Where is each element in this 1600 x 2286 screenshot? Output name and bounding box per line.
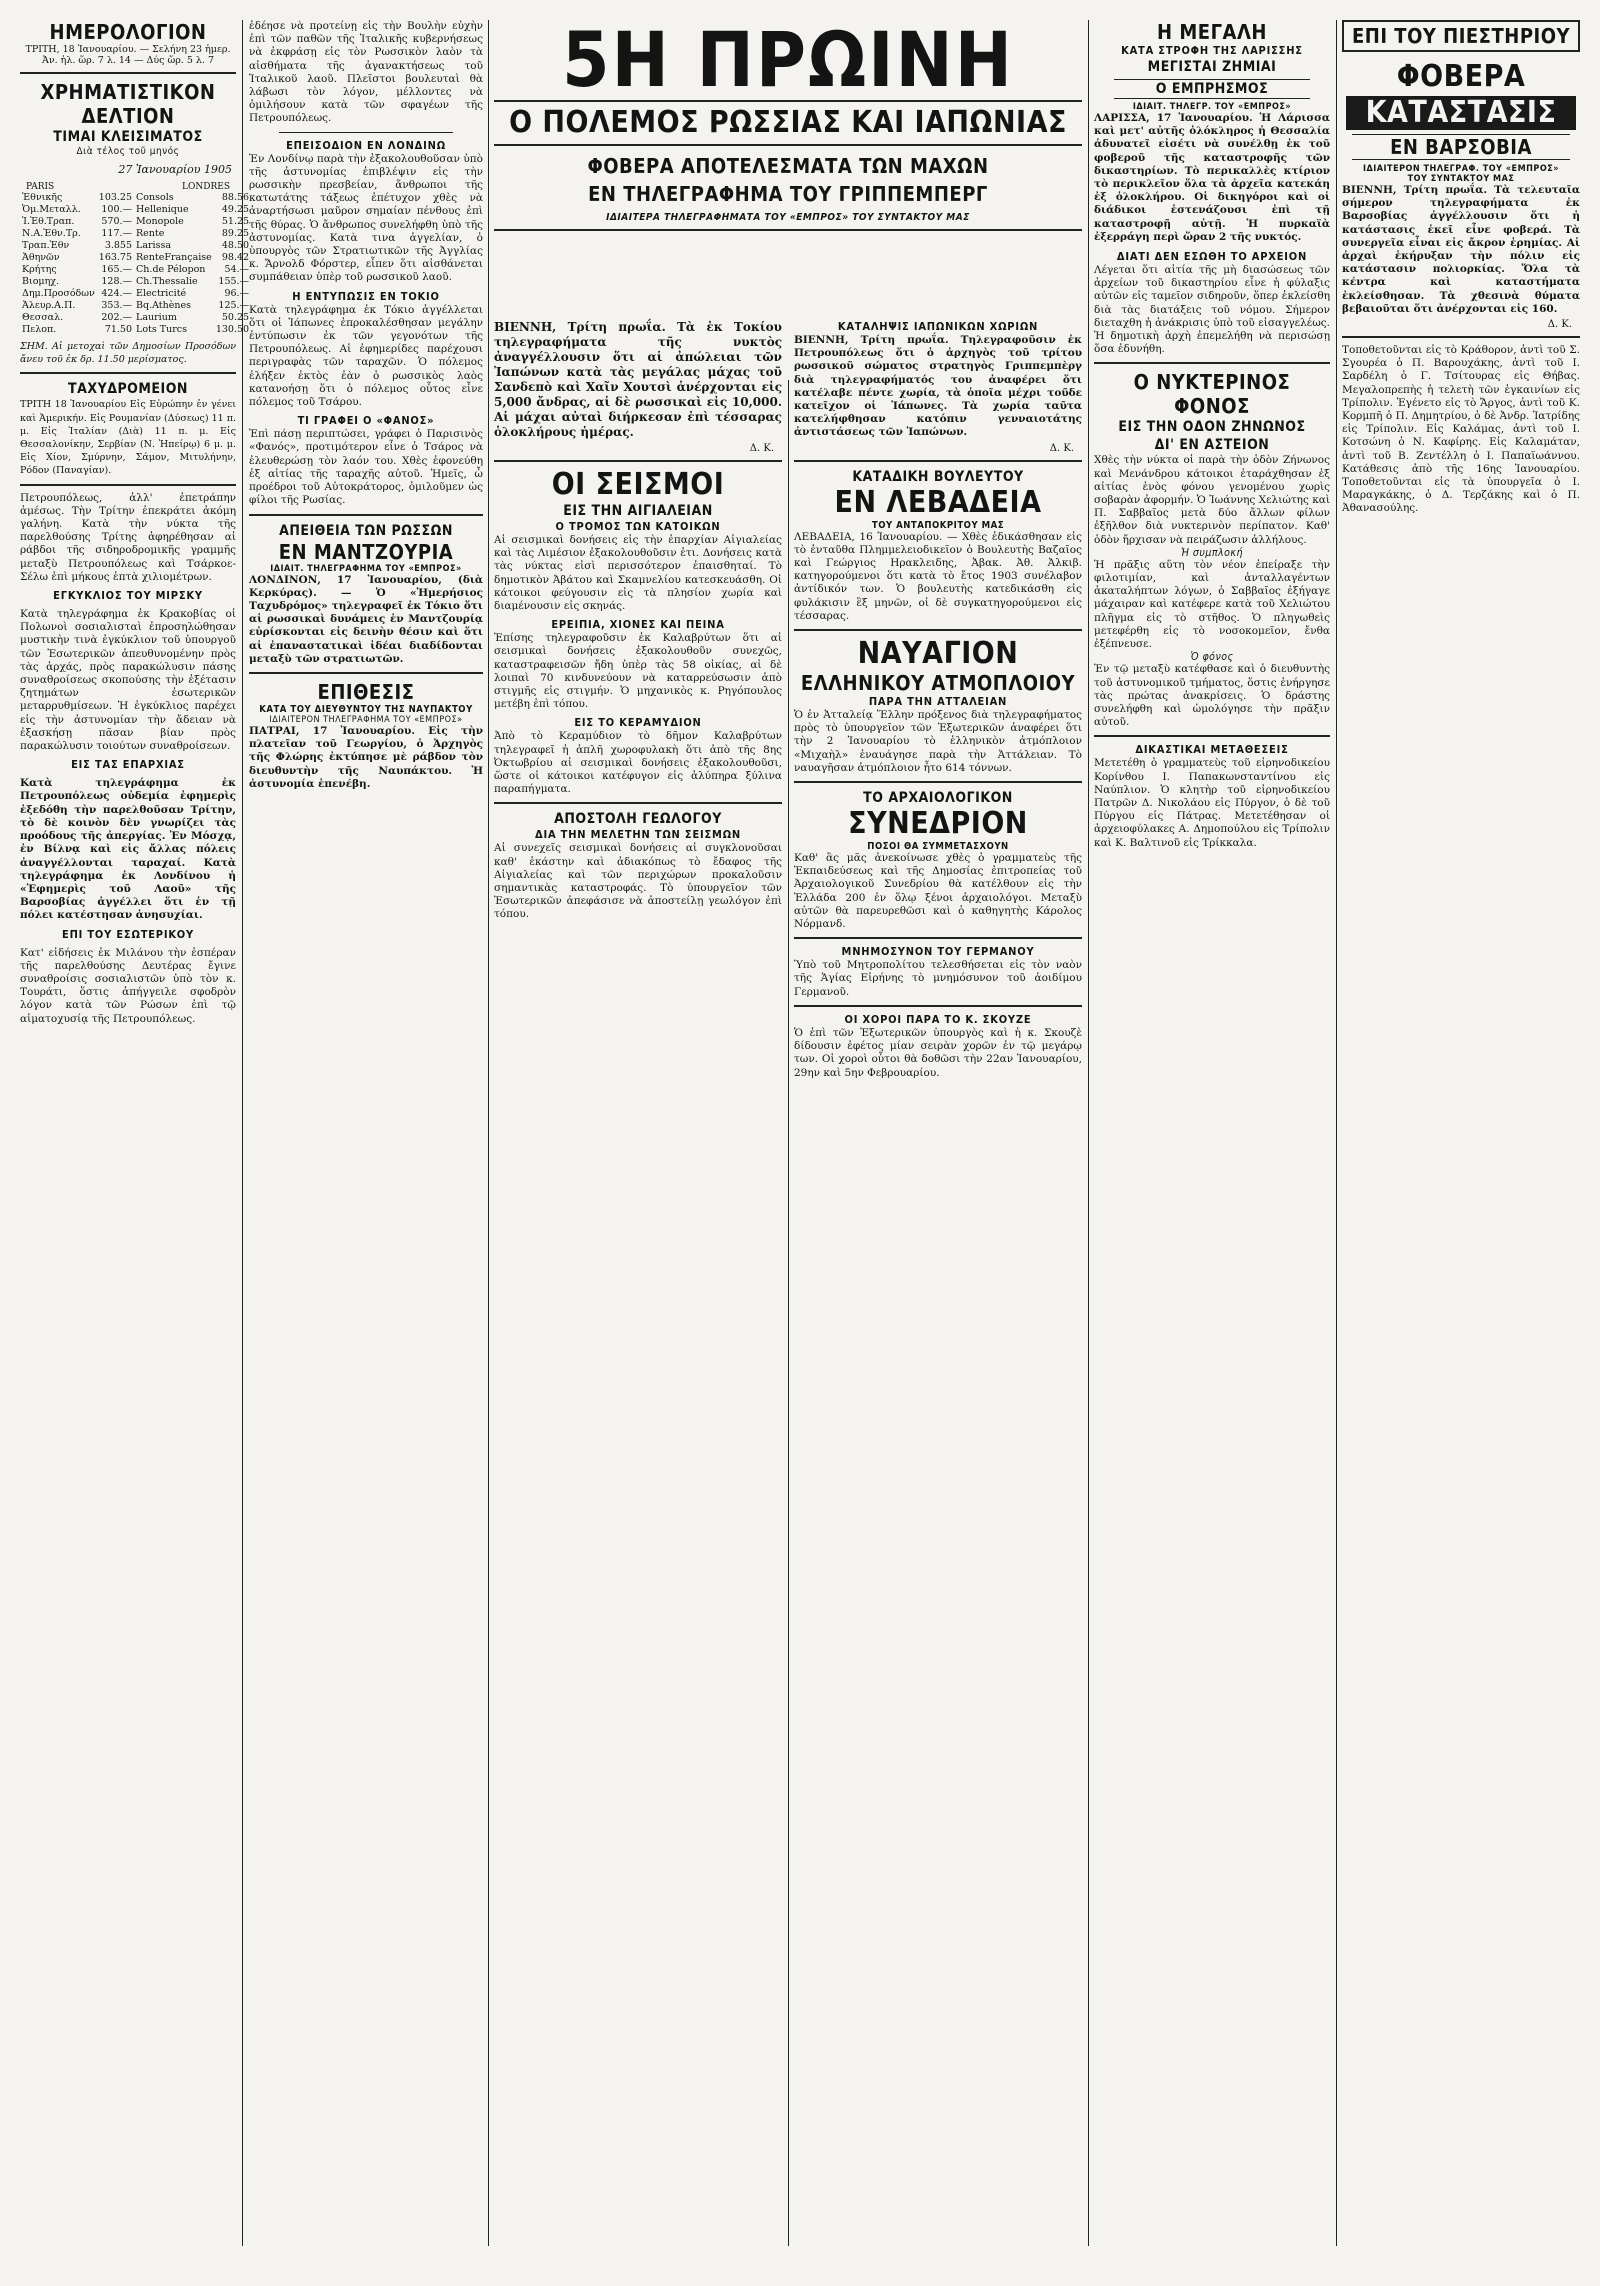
article-heading: ΔΙΑΤΙ ΔΕΝ ΕΣΩΘΗ ΤΟ ΑΡΧΕΙΟΝ [1116, 250, 1308, 264]
quote-price: 570.— [101, 216, 133, 227]
column-two [249, 20, 483, 2246]
article-heading: ΕΙΣ ΤΑΣ ΕΠΑΡΧΙΑΣ [71, 758, 185, 772]
quote-name: Electricité [136, 288, 187, 299]
article-text: Κατὰ τηλεγράφημα ἐκ Κρακοβίας οἱ Πολωνοὶ σοσιαλισταὶ ἐπροσηλώθησαν μυστικὴν τινὰ ἐγκύκλιον τοῦ ὑπουργοῦ τῶν Ἐσωτερικῶν ἀπευθυνομένην πρὸς τὰς ἀρχάς, πρὸς παρακώλυσιν πάσης συναθροίσεως σκοπούσης τὴν ἐξέτασιν ζητημάτων ἐσωτερικῶν μεταρρυθμίσεων. Ἡ ἐγκύκλιος παρέχει εἰς τὴν ἀστυνομίαν τὴν ἄδειαν νὰ ἐξασκήσῃ πᾶσαν βίαν πρὸς παρακώλυσιν τοιούτων συναθροίσεων. [20, 608, 236, 753]
article-heading: ΚΑΤΑΣΤΑΣΙΣ [1346, 96, 1576, 130]
quote-price: 130.50 [215, 324, 250, 335]
article-heading: ΤΙ ΓΡΑΦΕΙ Ο «ΦΑΝΟΣ» [297, 414, 435, 428]
article-heading: ΚΑΤΑΔΙΚΗ ΒΟΥΛΕΥΤΟΥ [852, 468, 1024, 485]
main-subheadline: ΕΝ ΤΗΛΕΓΡΑΦΗΜΑ ΤΟΥ ΓΡΙΠΠΕΜΠΕΡΓ [588, 182, 988, 206]
column-five [1094, 20, 1330, 2246]
article-heading: Ο ΝΥΚΤΕΡΙΝΟΣ ΦΟΝΟΣ [1133, 370, 1291, 419]
markets-note: Διὰ τέλος τοῦ μηνός [76, 146, 180, 157]
quote-name: Laurium [136, 312, 177, 323]
article-heading: Ο ΕΜΠΡΗΣΜΟΣ [1114, 79, 1310, 99]
article-subheading: ΠΟΣΟΙ ΘΑ ΣΥΜΜΕΤΑΣΧΟΥΝ [867, 841, 1009, 853]
quote-row [20, 228, 251, 240]
article-heading: ΑΠΟΣΤΟΛΗ ΓΕΩΛΟΓΟΥ [554, 811, 722, 828]
quote-price: 96.— [224, 288, 250, 299]
article-subheading: ΚΑΤΑ ΤΟΥ ΔΙΕΥΘΥΝΤΟΥ ΤΗΣ ΝΑΥΠΑΚΤΟΥ [259, 703, 473, 715]
quote-name: Ν.Α.Ἐθν.Τρ. [22, 228, 81, 239]
article-text: Κατὰ τηλεγράφημα ἐκ Τόκιο ἀγγέλλεται ὅτι οἱ Ἰάπωνες ἐπροκαλέσθησαν μεγάλην ἐντύπωσιν ἐκ τῶν γεγονότων τῆς Πετρουπόλεως. Αἱ ἐφημερίδες παρέχουσι περιγραφὰς τῶν ταραχῶν. Ὁ πόλεμος ἐλήξεν ἐκτὸς ἐὰν ὁ ρωσσικὸς λαὸς κατανοήσῃ ὅτι ὁ πόλεμος οὗτος εἶνε πόλεμος τοῦ Τσάρου. [249, 303, 483, 409]
quote-row [20, 204, 251, 216]
article-heading: ΑΠΕΙΘΕΙΑ ΤΩΝ ΡΩΣΣΩΝ [279, 522, 453, 539]
column-three [494, 320, 782, 2246]
quote-row [20, 252, 251, 264]
quote-price: 89.25 [221, 228, 250, 239]
article-heading: ΣΥΝΕΔΡΙΟΝ [848, 806, 1028, 842]
quote-name: Consols [136, 192, 174, 203]
article-heading: ΕΡΕΙΠΙΑ, ΧΙΟΝΕΣ ΚΑΙ ΠΕΙΝΑ [551, 618, 725, 632]
article-heading: ΕΝ ΒΑΡΣΟΒΙΑ [1352, 134, 1570, 160]
quotes-table [20, 192, 251, 336]
quote-name: Θεσσαλ. [22, 312, 64, 323]
quote-name: Τραπ.Ἐθν [22, 240, 70, 251]
quote-row [20, 264, 251, 276]
article-text: ΒΙΕΝΝΗ, Τρίτη πρωΐα. Τὰ τελευταῖα σήμερον τηλεγραφήματα ἐκ Βαρσοβίας ἀγγέλλουσιν ὅτι ἡ κατάστασις ἐκεῖ εἶνε φοβερά. Τὰ συνεργεῖα εἶναι εἰς ἄκρον ἐρημίας. Αἱ ἀρχαὶ ἐκήρυξαν τὴν πόλιν εἰς κατάστασιν πολιορκίας. Ὅλα τὰ κέντρα καὶ καταστήματα ἐκλείσθησαν. Τὰ χθεσινὰ θύματα βεβαιοῦται ὅτι ἀνέρχονται εἰς 160. [1342, 184, 1580, 315]
article-heading: Η ΕΝΤΥΠΩΣΙΣ ΕΝ ΤΟΚΙΟ [292, 289, 440, 303]
article-text: ΛΟΝΔΙΝΟΝ, 17 Ἰανουαρίου, (διὰ Κερκύρας). — Ὁ «Ἡμερήσιος Ταχυδρόμος» τηλεγραφεῖ ἐκ Τόκιο ὅτι αἱ ρωσσικαὶ δυνάμεις ἐν Μαντζουρίᾳ εὑρίσκονται εἰς δεινὴν θέσιν καὶ ὅτι αἱ ἐπαναστατικαὶ ἰδέαι διαδίδονται μεταξὺ τῶν στρατιωτῶν. [249, 573, 483, 665]
quote-price: 98.42 [221, 252, 250, 263]
article-heading: Η ΜΕΓΑΛΗ [1157, 20, 1267, 44]
quote-name: Ch.Thessalie [136, 276, 198, 287]
article-text: Ἡ πρᾶξις αὕτη τὸν νέον ἐπείραξε τὴν φιλοτιμίαν, καὶ ἀνταλλαγέντων ἀκαταλήπτων λόγων, ὁ Σαββαῖος ἐξήγαγε μάχαιραν καὶ κατέφερε κατὰ τοῦ Χελιώτου πλῆγμα εἰς τὸ στῆθος. Ὁ πληγωθεὶς μετεφέρθη εἰς τὸ νοσοκομεῖον, ἔνθα ἐξέπνευσε. [1094, 558, 1330, 651]
calendar-line: ΤΡΙΤΗ, 18 Ἰανουαρίου. — Σελήνη 23 ἡμερ. Ἀν. ἡλ. ὥρ. 7 λ. 14 — Δύς ὥρ. 5 λ. 7 [25, 44, 231, 66]
article-heading: ΕΙΣ ΤΗΝ ΑΙΓΙΑΛΕΙΑΝ [563, 503, 713, 519]
quote-name: Ch.de Pélopon [136, 264, 206, 275]
article-subheading: ΙΔΙΑΙΤΕΡΟΝ ΤΗΛΕΓΡΑΦΗΜΑ ΤΟΥ «ΕΜΠΡΟΣ» [269, 714, 463, 725]
quote-price: 353.— [101, 300, 133, 311]
column-calendar [20, 20, 250, 2246]
article-text: Ἐν τῷ μεταξὺ κατέφθασε καὶ ὁ διευθυντὴς τοῦ ἀστυνομικοῦ τμήματος, ὅστις ἐνήργησε τὰς πρώτας ἀνακρίσεις. Ὁ δράστης συνελήφθη καὶ ὡμολόγησε τὴν πρᾶξιν αὐτοῦ. [1094, 663, 1330, 729]
quote-row [20, 312, 251, 324]
article-subheading: Ἡ συμπλοκή [1181, 546, 1243, 559]
article-subheading: ΙΔΙΑΙΤΕΡΟΝ ΤΗΛΕΓΡΑΦ. ΤΟΥ «ΕΜΠΡΟΣ» [1362, 164, 1560, 174]
paris-label: PARIS [26, 182, 55, 192]
quote-price: 51.25 [221, 216, 250, 227]
quote-row [20, 288, 251, 300]
article-heading: ΔΙ' ΕΝ ΑΣΤΕΙΟΝ [1154, 437, 1270, 454]
quote-name: Larissa [136, 240, 171, 251]
quote-name: Πελοπ. [22, 324, 57, 335]
article-text: Ὁ ἐπὶ τῶν Ἐξωτερικῶν ὑπουργὸς καὶ ἡ κ. Σκουζὲ δίδουσιν ἐφέτος μίαν σειρὰν χορῶν ἐν τῷ μεγάρῳ των. Οἱ χοροὶ οὗτοι θὰ δοθῶσι τὴν 22αν Ἰανουαρίου, 29ην καὶ 5ην Φεβρουαρίου. [794, 1026, 1082, 1079]
quote-price: 165.— [101, 264, 133, 275]
article-text: ΛΑΡΙΣΣΑ, 17 Ἰανουαρίου. Ἡ Λάρισσα καὶ μετ' αὐτῆς ὁλόκληρος ἡ Θεσσαλία ἀδυνατεῖ εἰσέτι νὰ συνέλθῃ ἐκ τοῦ φοβεροῦ τῆς καταστροφῆς τῶν δικαστηρίων. Τὸ περικαλλὲς κτίριον τὸ περικλεῖον ὅλα τὰ ἀρχεῖα κατεκάη ἐξ ὁλοκλήρου. Οἱ δικηγόροι καὶ οἱ διάδικοι ἐστενάζουσι ἐπὶ τῇ καταστροφῇ αὐτῇ. Ἡ πυρκαϊὰ ἐξερράγη περὶ ὥραν 2 τῆς νυκτός. [1094, 112, 1330, 243]
quote-row [20, 240, 251, 252]
column-four [794, 320, 1082, 2246]
exchange-labels [26, 182, 230, 192]
article-text: Χθὲς τὴν νύκτα οἱ παρὰ τὴν ὁδὸν Ζήνωνος καὶ Μενάνδρου κάτοικοι ἐταράχθησαν ἐξ αἰτίας ἑνὸς φόνου γενομένου χωρὶς σοβαρὰν ἀφορμήν. Ὁ Ἰωάννης Χελιώτης καὶ Π. Σαββαῖος μετὰ δύο ἄλλων φίλων ἐξῆλθον διὰ νυκτερινὸν περίπατον. Καθ' ὁδὸν ἤρχισαν νὰ πειράζωσιν ἀλλήλους. [1094, 454, 1330, 546]
main-subheadline: ΦΟΒΕΡΑ ΑΠΟΤΕΛΕΣΜΑΤΑ ΤΩΝ ΜΑΧΩΝ [587, 154, 989, 178]
article-text: Ἐπὶ πάσῃ περιπτώσει, γράφει ὁ Παρισινὸς «Φανός», προτιμότερον εἶνε ὁ Τσάρος νὰ ἐλευθερώσῃ τὸν λαόν του. Χθὲς ἐφονεύθη ἐξ αἰτίας τῆς ταραχῆς αὐτοῦ. Ἡμεῖς, ὦ προέδροι τοῦ Αὐτοκράτορος, ὁμιλοῦμεν ὡς φίλοι τῆς Ρωσίας. [249, 428, 483, 507]
quote-name: Βιομηχ. [22, 276, 60, 287]
article-heading: ΟΙ ΧΟΡΟΙ ΠΑΡΑ ΤΟ Κ. ΣΚΟΥΖΕ [844, 1012, 1032, 1026]
quote-price: 49.25 [221, 204, 250, 215]
quote-name: Ἐθνικῆς [22, 192, 63, 203]
article-subheading: ΤΟΥ ΑΝΤΑΠΟΚΡΙΤΟΥ ΜΑΣ [871, 519, 1005, 531]
article-text: ΛΕΒΑΔΕΙΑ, 16 Ἰανουαρίου. — Χθὲς ἐδικάσθησαν εἰς τὸ ἐνταῦθα Πλημμελειοδικεῖον ὁ Βουλευτὴς Βαζαῖος καὶ Γεώργιος Ηρακλειδης, Ἀβακ. Ἀθ. Ἀλκιβ. κατηγορούμενοι ὅτι κατὰ τὸ ἔτος 1903 συνέλαβον ἀντίδικόν των. Ὁ βουλευτὴς κατεδικάσθη εἰς φυλάκισιν ἓξ μηνῶν, οἱ δὲ συγκατηγορούμενοι εἰς τέσσαρας. [794, 530, 1082, 622]
quote-row [20, 324, 251, 336]
article-heading: ΜΝΗΜΟΣΥΝΟΝ ΤΟΥ ΓΕΡΜΑΝΟΥ [841, 945, 1035, 959]
article-heading: ΚΑΤΑ ΣΤΡΟΦΗ ΤΗΣ ΛΑΡΙΣΣΗΣ [1121, 44, 1303, 57]
article-text: Τοποθετοῦνται εἰς τὸ Κράθορον, ἀντὶ τοῦ Σ. Σγουρέα ὁ Π. Βαρουχάκης, ἀντὶ τοῦ Ι. Σαρδέλη ὁ Γ. Τσίτουρας εἰς Θήβας. Μεγαλοπρεπὴς ἡ τελετὴ τῶν ἐγκαινίων εἰς Τρίπολιν. Ἐγένετο εἰς τὸ Ἄργος, ἀντὶ τοῦ Κ. Κορμπῆ ὁ Π. Δημητρίου, ὁ δὲ Ἀνδρ. Ἰατρίδης εἰς Τρίπολιν. Εἰς Καλάμας, ἀντὶ τοῦ Ι. Κοτσώνη ὁ Ν. Καφίρης. Εἰς Καλαμάταν, ἀντὶ τοῦ Β. Ζεντέλλη ὁ Ι. Παπαϊωάννου. Κατάθεσις ἀπὸ τῆς 16ης Ἰανουαρίου. Τοποθετοῦνται εἰς τὰ ὑπουργεῖα ὁ Ι. Μαραγκάκης, ὁ Δ. Τερζάκης καὶ ὁ Π. Ἀθανασούλης. [1342, 344, 1580, 515]
quote-row [20, 300, 251, 312]
article-text: Ὑπὸ τοῦ Μητροπολίτου τελεσθήσεται εἰς τὸν ναὸν τῆς Ἁγίας Εἰρήνης τὸ μνημόσυνον τοῦ ἀοιδίμου Γερμανοῦ. [794, 959, 1082, 998]
calendar-heading: ΗΜΕΡΟΛΟΓΙΟΝ [49, 20, 207, 44]
article-heading: ΕΙΣ ΤΗΝ ΟΔΟΝ ΖΗΝΩΝΟΣ [1118, 419, 1306, 436]
article-text: Ἐπίσης τηλεγραφοῦσιν ἐκ Καλαβρύτων ὅτι αἱ σεισμικαὶ δονήσεις ἐξακολουθοῦν συνεχῶς, καταστραφεισῶν ἤδη ὑπὲρ τὰς 58 οἰκίας, αἱ δὲ λοιπαὶ 70 κινδυνεύουν νὰ καταρρεύσωσιν ἀπὸ στιγμῆς εἰς στιγμήν. Ὁ μηχανικὸς κ. Ρηγόπουλος μετέβη ἐπὶ τόπου. [494, 632, 782, 711]
article-heading: ΕΙΣ ΤΟ ΚΕΡΑΜΥΔΙΟΝ [574, 716, 702, 730]
quote-price: 50.25 [221, 312, 250, 323]
quote-name: Bq.Athènes [136, 300, 191, 311]
article-heading: ΕΝ ΜΑΝΤΖΟΥΡΙΑ [278, 539, 454, 564]
article-heading: ΕΠΙ ΤΟΥ ΠΙΕΣΤΗΡΙΟΥ [1342, 20, 1580, 52]
article-heading: ΕΠΙΘΕΣΙΣ [317, 679, 415, 704]
article-heading: ΕΠΕΙΣΟΔΙΟΝ ΕΝ ΛΟΝΔΙΝΩ [286, 138, 446, 152]
quote-price: 54.— [224, 264, 250, 275]
quote-name: Ἀθηνῶν [22, 252, 60, 263]
quote-row [20, 216, 251, 228]
article-heading: ΦΟΒΕΡΑ [1396, 59, 1526, 94]
article-text: Ἐν Λονδίνῳ παρὰ τὴν ἐξακολουθοῦσαν ὑπὸ τῆς ἀστυνομίας ἐπιβλέψιν εἰς τὴν ρωσσικὴν πρεσβείαν, ἄνθρωποι τῆς κατωτάτης τάξεως ἐπέτυχον χθὲς νὰ ἀναρτήσωσι μαῦρον σημαίαν πένθους ἐπὶ τῆς θύρας. Ὁ ἄνθρωπος συνελήφθη ὑπὸ τῆς ἀστυνομίας. Κατὰ τινα ἀγγελίαν, ὁ ὑπουργὸς τῶν Στρατιωτικῶν τῆς Ἀγγλίας κ. Ἄρνολδ Φόρστερ, εἶπεν ὅτι αἰσθάνεται συμπάθειαν ὑπὲρ τοῦ ρωσσικοῦ λαοῦ. [249, 152, 483, 284]
article-subheading: Ὁ φόνος [1190, 651, 1234, 664]
london-label: LONDRES [182, 182, 230, 192]
article-subheading: ΙΔΙΑΙΤ. ΤΗΛΕΓΡΑΦΗΜΑ ΤΟΥ «ΕΜΠΡΟΣ» [270, 563, 462, 574]
article-text: Κατὰ τηλεγράφημα ἐκ Πετρουπόλεως οὐδεμία ἐφημερὶς ἐξεδόθη τὴν παρελθοῦσαν Τρίτην, τὸ δὲ κοινὸν δὲν γνωρίζει τὰς προόδους τῆς ἀπεργίας. Ἐν Μόσχᾳ, ἐν Βίλνᾳ καὶ εἰς ἄλλας πόλεις ἀναγγέλλονται ταραχαί. Κατὰ τηλεγράφημα ἐκ Λονδίνου ἡ «Ἐφημερὶς τοῦ Λαοῦ» τῆς Βαρσοβίας ἀγγέλλει ὅτι ἐν τῇ πόλει κατέστησαν ἀνησυχίαι. [20, 777, 236, 922]
article-subheading: Ο ΤΡΟΜΟΣ ΤΩΝ ΚΑΤΟΙΚΩΝ [555, 520, 721, 533]
article-subheading: ΔΙΑ ΤΗΝ ΜΕΛΕΤΗΝ ΤΩΝ ΣΕΙΣΜΩΝ [535, 828, 741, 842]
article-heading: ΚΑΤΑΛΗΨΙΣ ΙΑΠΩΝΙΚΩΝ ΧΩΡΙΩΝ [837, 320, 1039, 333]
article-text: ΠΑΤΡΑΙ, 17 Ἰανουαρίου. Εἰς τὴν πλατεῖαν τοῦ Γεωργίου, ὁ Ἀρχηγὸς τῆς Φλώρης ἐκτύπησε μὲ ράβδον τὸν διευθυντὴν τῆς Ναυπάκτου. Ἡ ἀστυνομία ἐπενέβη. [249, 724, 483, 790]
markets-date: 27 Ἰανουαρίου 1905 [118, 163, 232, 176]
markets-footnote: ΣΗΜ. Αἱ μετοχαὶ τῶν Δημοσίων Προσόδων ἄνευ τοῦ ἐκ δρ. 11.50 μερίσματος. [20, 341, 236, 366]
article-text: Λέγεται ὅτι αἰτία τῆς μὴ διασώσεως τῶν ἀρχείων τοῦ δικαστηρίου εἶνε ἡ φύλαξις αὐτῶν εἰς ταμεῖον σιδηροῦν, ὅπερ ἐκλείσθη διὰ τὰς διατάξεις τοῦ νόμου. Σήμερον διεταχθη ἡ ἀνάκρισις ὑπὸ τοῦ εἰσαγγελέως. Ἡ δημοτικὴ ἀρχὴ ἐπεμελήθη νὰ περισώσῃ ὅσα ἐδυνήθη. [1094, 264, 1330, 356]
article-heading: ΕΛΛΗΝΙΚΟΥ ΑΤΜΟΠΛΟΙΟΥ [800, 671, 1076, 696]
quote-row [20, 276, 251, 288]
markets-heading: ΧΡΗΜΑΤΙΣΤΙΚΟΝ ΔΕΛΤΙΟΝ [40, 80, 216, 128]
newspaper-page [20, 15, 1580, 2246]
quote-name: Ὁμ.Μεταλλ. [22, 204, 81, 215]
quote-name: Δημ.Προσόδων [22, 288, 95, 299]
article-heading: ΕΠΙ ΤΟΥ ΕΣΩΤΕΡΙΚΟΥ [62, 927, 194, 941]
article-text: ἐδέησε νὰ προτείνῃ εἰς τὴν Βουλὴν εὐχὴν ἐπὶ τῶν παθῶν τῆς Ἰταλικῆς κυβερνήσεως νὰ ἐκφράσῃ εἰς τὸν Ρωσσικὸν λαὸν τὰ αἰσθήματα τῆς ἀγανακτήσεως τοῦ Ἰταλικοῦ λαοῦ. Πλεῖστοι βουλευταὶ θὰ λάβωσι τὸν λόγον, μέλλοντες νὰ ὁμιλήσουν κατὰ τῶν σφαγέων τῆς Πετρουπόλεως. [249, 20, 483, 125]
quote-price: 3.855 [104, 240, 133, 251]
quote-price: 155.— [218, 276, 250, 287]
article-text: ΒΙΕΝΝΗ, Τρίτη πρωΐα. Τηλεγραφοῦσιν ἐκ Πετρουπόλεως ὅτι ὁ ἀρχηγὸς τοῦ τρίτου ρωσσικοῦ σώματος στρατηγὸς Γριππεμπὲργ διὰ τηλεγραφήματός του ἀναφέρει ὅτι κατέλαβε πέντε χωρία, τὰ ὁποῖα μέχρι τοῦδε κατεῖχον οἱ Ἰάπωνες. Τὰ χωρία ταῦτα κατελήφθησαν κατόπιν γενναιοτάτης ἀντιστάσεως τῶν Ἰαπώνων. [794, 334, 1082, 439]
quote-price: 163.75 [98, 252, 133, 263]
article-text: Ὁ ἐν Ἀτταλείᾳ Ἕλλην πρόξενος διὰ τηλεγραφήματος πρὸς τὸ ὑπουργεῖον τῶν Ἐξωτερικῶν ἀναφέρει ὅτι τὴν 2 Ἰανουαρίου τὸ ἑλληνικὸν ἀτμόπλοιον «Μιχαὴλ» ἐναυάγησε παρὰ τὴν Ἀττάλειαν. Τὸ ναυαγῆσαν ἀτμόπλοιον ἦτο 614 τόννων. [794, 709, 1082, 774]
quote-name: Rente [136, 228, 165, 239]
post-heading: ΤΑΧΥΔΡΟΜΕΙΟΝ [68, 381, 188, 398]
article-subheading: ΤΟΥ ΣΥΝΤΑΚΤΟΥ ΜΑΣ [1407, 174, 1515, 184]
article-heading: ΟΙ ΣΕΙΣΜΟΙ [551, 467, 725, 502]
masthead: 5Η ΠΡΩΙΝΗ [562, 15, 1014, 104]
signature: Δ. Κ. [749, 443, 774, 454]
column-six [1342, 20, 1580, 2246]
article-text: Κατ' εἰδήσεις ἐκ Μιλάνου τὴν ἑσπέραν τῆς παρελθούσης Δευτέρας ἔγινε συναθροίσις σοσιαλιστῶν ὑπὸ τὸν κ. Τουράτι, ὅστις ἀπήγγειλε σφοδρὸν λόγον κατὰ τῶν Ρώσων ἐπὶ τῷ αἱματοχυσίᾳ τῆς Πετρουπόλεως. [20, 946, 236, 1025]
article-subheading: ΙΔΙΑΙΤ. ΤΗΛΕΓΡ. ΤΟΥ «ΕΜΠΡΟΣ» [1132, 102, 1292, 112]
main-headline: Ο ΠΟΛΕΜΟΣ ΡΩΣΣΙΑΣ ΚΑΙ ΙΑΠΩΝΙΑΣ [494, 100, 1082, 146]
quote-price: 100.— [101, 204, 133, 215]
article-heading: ΝΑΥΑΓΙΟΝ [857, 636, 1019, 672]
quote-price: 202.— [101, 312, 133, 323]
article-text: Αἱ συνεχεῖς σεισμικαὶ δονήσεις αἱ συγκλονοῦσαι καθ' ἑκάστην καὶ ἀδιακόπως τὸ ἔδαφος τῆς Αἰγιαλείας καὶ τῶν περιχώρων προκαλοῦσιν σημαντικὰς καταστροφάς. Τὸ ὑπουργεῖον τῶν Ἐσωτερικῶν ἀπεφάσισε νὰ ἀποστείλῃ γεωλόγον ἐπὶ τόπου. [494, 842, 782, 921]
quote-price: 117.— [101, 228, 133, 239]
quote-name: Κρήτης [22, 264, 57, 275]
quote-price: 424.— [101, 288, 133, 299]
quote-name: RenteFrançaise [136, 252, 212, 263]
quote-price: 71.50 [104, 324, 133, 335]
quote-name: Monopole [136, 216, 184, 227]
article-text: Ἀπὸ τὸ Κεραμύδιον τὸ δῆμον Καλαβρύτων τηλεγραφεῖ ἡ ἁπλῆ χωροφυλακὴ ὅτι ἀπὸ τῆς 8ης Ὀκτωβρίου αἱ σεισμικαὶ δονήσεις ἐξακολουθοῦσι, ὥστε οἱ κάτοικοι κατέφυγον εἰς ἀλύπηρα ξύλινα παραπήγματα. [494, 730, 782, 796]
quote-row [20, 192, 251, 204]
post-text: ΤΡΙΤΗ 18 Ἰανουαρίου Εἰς Εὐρώπην ἐν γένει καὶ Ἀμερικήν. Εἰς Ρουμανίαν (Δύσεως) 11 π. μ. Εἰς Ἰταλίαν (Διὰ) 11 π. μ. Εἰς Θεσσαλονίκην, Σερβίαν (Ν. Ἠπείρῳ) 6 μ. μ. Εἰς Χίον, Σμύρνην, Σάμον, Μιτυλήνην, Ρόδον (Παναγίαν). [20, 399, 236, 477]
article-text: Μετετέθη ὁ γραμματεὺς τοῦ εἰρηνοδικείου Κορίνθου Ι. Παπακωνσταντίνου εἰς Ναύπλιον. Ὁ κλητὴρ τοῦ εἰρηνοδικείου Πατρῶν Δ. Νικολάου εἰς Πύργον, ὁ δὲ τοῦ Πύργου εἰς Πάτρας. Μετετέθησαν οἱ ἀρχειοφύλακες Α. Δημοπούλου εἰς Τρίπολιν καὶ Κ. Βαλτινοῦ εἰς Τρίκκαλα. [1094, 757, 1330, 849]
article-text: Καθ' ἃς μᾶς ἀνεκοίνωσε χθὲς ὁ γραμματεὺς τῆς Ἐκπαιδεύσεως καὶ τῆς Δημοσίας ἐπιτροπείας τοῦ Ἀρχαιολογικοῦ Συνεδρίου θὰ κατέλθουν εἰς τὴν Ἑλλάδα 200 ἐν ὅλῳ ξένοι ἀρχαιολόγοι. Μεταξὺ αὐτῶν θὰ παρευρεθῶσι καὶ ὁ καθηγητὴς Κάρολος Νόρμανδ. [794, 852, 1082, 931]
quote-price: 88.56 [221, 192, 250, 203]
quote-price: 128.— [101, 276, 133, 287]
article-heading: ΜΕΓΙΣΤΑΙ ΖΗΜΙΑΙ [1147, 59, 1277, 75]
article-heading: ΔΙΚΑΣΤΙΚΑΙ ΜΕΤΑΘΕΣΕΙΣ [1135, 743, 1289, 757]
markets-subheading: ΤΙΜΑΙ ΚΛΕΙΣΙΜΑΤΟΣ [53, 129, 203, 145]
quote-price: 103.25 [98, 192, 133, 203]
article-heading: ΕΝ ΛΕΒΑΔΕΙΑ [834, 484, 1042, 520]
lead-article: ΒΙΕΝΝΗ, Τρίτη πρωΐα. Τὰ ἐκ Τοκίου τηλεγραφήματα τῆς νυκτὸς ἀναγγέλλουσιν ὅτι αἱ ἀπώλειαι τῶν Ἰαπώνων κατὰ τὰς μεγάλας μάχας τοῦ Σανδεπὸ καὶ Χαῖν Χουτσὶ ἀνέρχονται εἰς 5,000 ἄνδρας, αἱ δὲ ρωσσικαὶ εἰς 10,000. Αἱ μάχαι αὐταὶ διήρκεσαν ἐπὶ τέσσαρας ὁλοκλήρους ἡμέρας. [494, 320, 782, 439]
signature: Δ. Κ. [1049, 442, 1074, 454]
article-subheading: ΠΑΡΑ ΤΗΝ ΑΤΤΑΛΕΙΑΝ [868, 695, 1008, 709]
article-text: Αἱ σεισμικαὶ δονήσεις εἰς τὴν ἐπαρχίαν Αἰγιαλείας καὶ τὰς Λιμέσιον ἐξακολουθοῦσιν ἐτι. Δονήσεις κατὰ τὰς νύκτας εἰσὶ περισσότερον ἐπαισθηταί. Τὸ δημοτικὸν Ἀβάτου καὶ Σκαμνελίου κατεσκευάσθη. Οἱ κάτοικοι φεύγουσιν εἰς τὰ πλησίον χωρία καὶ διαμένουσιν εἰς σκηνάς. [494, 534, 782, 613]
quote-price: 125.— [218, 300, 250, 311]
quote-price: 48.50 [221, 240, 250, 251]
quote-name: Ἀλευρ.Α.Π. [22, 300, 76, 311]
quote-name: Hellenique [136, 204, 189, 215]
article-text: Πετρουπόλεως, ἀλλ' ἐπετράπην ἀμέσως. Τὴν Τρίτην ἐπεκράτει ἀκόμη γαλήνη. Κατὰ τὴν νύκτα τῆς παρελθούσης Τρίτης ἀφηρέθησαν αἱ ράβδοι τῆς σιδηροδρομικῆς γραμμῆς μεταξὺ Πετρουπόλεως καὶ Τσάρκοε-Σέλω ἐπὶ μήκους ἑπτὰ χιλιομέτρων. [20, 491, 236, 583]
article-heading: ΤΟ ΑΡΧΑΙΟΛΟΓΙΚΟΝ [863, 790, 1013, 807]
quote-name: Ἰ.Ἐθ.Τραπ. [22, 216, 75, 227]
main-byline: ΙΔΙΑΙΤΕΡΑ ΤΗΛΕΓΡΑΦΗΜΑΤΑ ΤΟΥ «ΕΜΠΡΟΣ» ΤΟΥ ΣΥΝΤΑΚΤΟΥ ΜΑΣ [606, 212, 970, 223]
article-heading: ΕΓΚΥΚΛΙΟΣ ΤΟΥ ΜΙΡΣΚΥ [53, 589, 203, 603]
signature: Δ. Κ. [1547, 319, 1572, 331]
quote-name: Lots Turcs [136, 324, 187, 335]
